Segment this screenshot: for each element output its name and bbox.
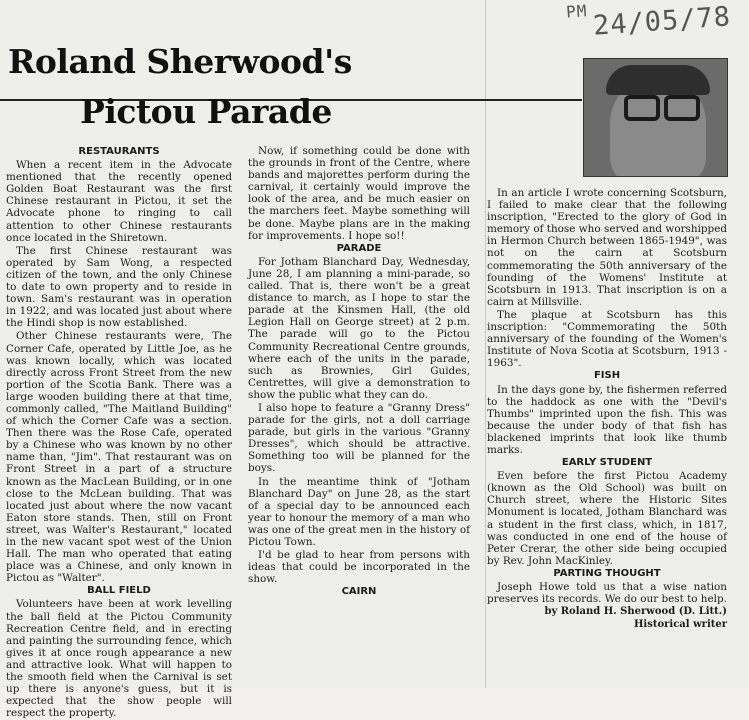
restaurants-p1: When a recent item in the Advocate mentioned that the recently opened Golden Boat Restaurant was the first Chinese restaurant in Pictou, it set the Advocate phone to ringing to call attention to other Chinese restaurants once located in the Shiretown. [6, 159, 232, 244]
photo-hair [606, 65, 710, 95]
restaurants-p3: Other Chinese restaurants were, The Corner Cafe, operated by Little Joe, as he was known locally, which was located directly across Front Street from the new portion of the Scotia Bank. There was a large wooden building there at that time, commonly called, "The Maitland Building" of which the Corner Cafe was a section. Then there was the Rose Cafe, operated by a Chinese who was known by no other name than, "Jim". That restaurant was on Front Street in a part of a structure known as the MacLean Building, or in one close to the McLean building. That was located just about where the now vacant Eaton store stands. Then, still on Front street, was Walter's Restaurant," located in the new vacant spot west of the Union Hall. The man who operated that eating place was a Chinese, and only known in Pictou as "Walter". [6, 330, 232, 585]
parade-p4: I'd be glad to hear from persons with ideas that could be incorporated in the show. [248, 549, 470, 586]
cairn-p1: In an article I wrote concerning Scotsburn, I failed to make clear that the following inscription, "Erected to the glory of God in memory of those who served and worshipped in Hermon Church between 1865-1949", was not on the cairn at Scotsburn commemorating the 50th anniversary of the founding of the Womens' Institute at Scotsburn in 1913. That inscription is on a cairn at Millsville. [487, 187, 727, 308]
restaurants-p2: The first Chinese restaurant was operated by Sam Wong, a respected citizen of the town, and the only Chinese to date to own property and to reside in town. Sam's restaurant was in operation in 1922, and was located just about where the Hindi shop is now established. [6, 244, 232, 330]
column-3 [487, 187, 727, 632]
parade-p2: I also hope to feature a "Granny Dress" parade for the girls, not a doll carriage parade, but girls in the various "Granny Dresses", which should be attractive. Something too will be planned for the boys. [248, 401, 470, 475]
masthead-line1: Roland Sherwood's [8, 42, 352, 81]
heading-fish: FISH [593, 370, 621, 382]
heading-restaurants: RESTAURANTS [78, 146, 160, 157]
parting-p1: Joseph Howe told us that a wise nation preserves its records. We do our best to help. [487, 581, 727, 606]
heading-student: EARLY STUDENT [561, 457, 653, 469]
date-stamp [565, 1, 732, 42]
student-p1: Even before the first Pictou Academy (known as the Old School) was built on Church street, where the Historic Sites Monument is located, Jotham Blanchard was a student in the first class, which, in 1817, was conducted in one end of the house of Peter Crerar, the other side being occupied by Rev. John MacKinley. [487, 470, 727, 567]
heading-cairn: CAIRN [341, 586, 377, 598]
byline: by Roland H. Sherwood (D. Litt.) [544, 606, 727, 618]
ballfield-p1: Volunteers have been at work levelling the ball field at the Pictou Community Recreation Centre field, and in erecting and painting the surrounding fence, which gives it at once rough appearance a new and attractive look. What will happen to the smooth field when the Carnival is set up there is anyone's guess, but it is expected that the show people will respect the property. [6, 598, 232, 720]
column-1 [6, 145, 232, 720]
parade-p1: For Jotham Blanchard Day, Wednesday, June 28, I am planning a mini-parade, so called. That is, there won't be a great distance to march, as I hope to star the parade at the Kinsmen Hall, (the old Legion Hall on George street) at 2 p.m. The parade will go to the Pictou Community Recreational Centre grounds, where each of the units in the parade, such as Brownies, Girl Guides, Centrettes, will give a demonstration to show the public what they can do. [248, 255, 470, 401]
heading-ballfield: BALL FIELD [87, 585, 151, 597]
cairn-p2: The plaque at Scotsburn has this inscription: "Commemorating the 50th anniversary of the founding of the Women's Institute of Nova Scotia at Scotsburn, 1913 - 1963". [487, 308, 727, 370]
heading-parting: PARTING THOUGHT [553, 567, 661, 579]
page-fold [485, 0, 486, 688]
ballfield-p2: Now, if something could be done with the grounds in front of the Centre, where bands and majorettes perform during the carnival, it certainly would improve the look of the area, and be much easier on the marchers feet. Maybe something will be done. Maybe plans are in the making for improvements. I hope so!! [248, 145, 470, 242]
column-2 [248, 145, 470, 599]
masthead-line2: Pictou Parade [80, 92, 332, 131]
byline-title: Historical writer [633, 619, 727, 631]
date-value: 24/05/78 [592, 1, 732, 42]
author-photo [583, 58, 728, 177]
parade-p3: In the meantime think of "Jotham Blanchard Day" on June 28, as the start of a special day to be announced each year to honour the memory of a man who was one of the great men in the history of Pictou Town. [248, 475, 470, 548]
heading-parade: PARADE [336, 242, 382, 254]
glasses-right-icon [664, 95, 700, 121]
date-prefix: PM [565, 1, 588, 22]
glasses-left-icon [624, 95, 660, 121]
fish-p1: In the days gone by, the fishermen referred to the haddock as one with the "Devil's Thumbs" imprinted upon the fish. This was because the under body of that fish has blackened imprints that look like thumb marks. [487, 383, 727, 456]
